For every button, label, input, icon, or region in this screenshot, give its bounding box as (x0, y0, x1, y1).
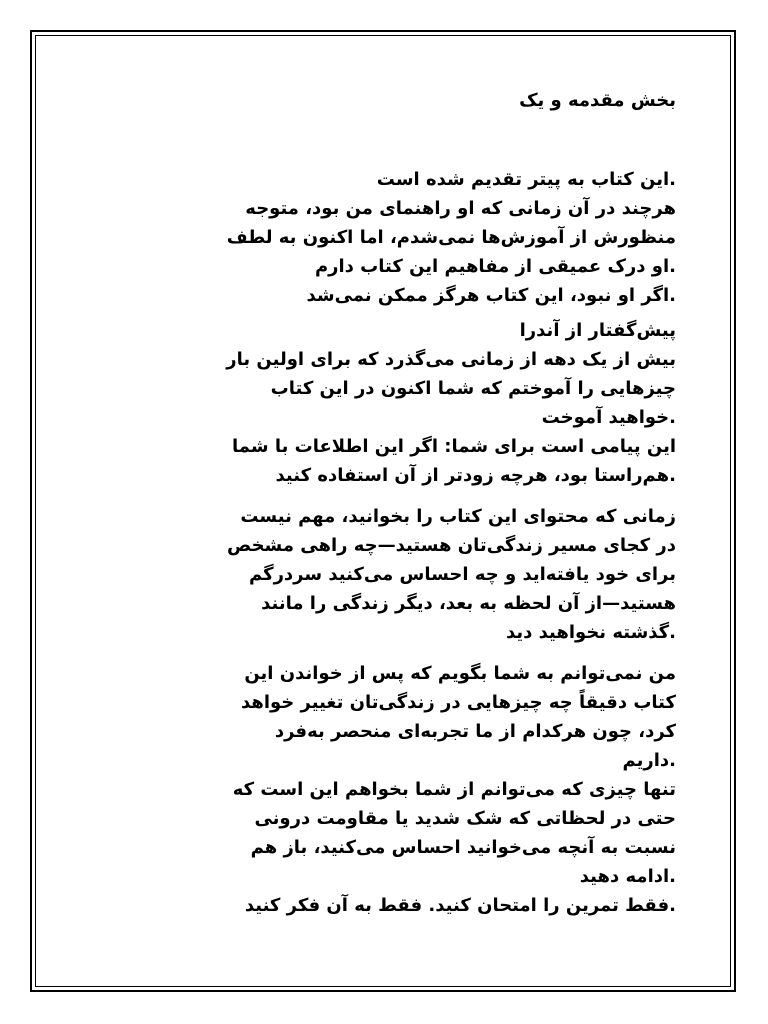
closing-line: .فقط تمرین را امتحان کنید. فقط به آن فکر کنید (244, 895, 676, 916)
paragraph-line: .هم‌راستا بود، هرچه زودتر از آن استفاده کنید (275, 465, 676, 486)
dedication-paragraph (90, 165, 676, 310)
paragraph-line: .گذشته نخواهید دید (505, 622, 676, 643)
paragraph-line: تنها چیزی که می‌توانم از شما بخواهم این است که (232, 779, 676, 800)
section-title: بخش مقدمه و یک (519, 90, 676, 111)
paragraph-line: حتی در لحظاتی که شک شدید یا مقاومت درونی (254, 808, 676, 829)
paragraph-line: این پیامی است برای شما: اگر این اطلاعات با شما (232, 436, 676, 457)
paragraph-line: بیش از یک دهه از زمانی می‌گذرد که برای اولین بار (226, 349, 676, 370)
foreword-paragraph-1 (90, 345, 676, 432)
dedication-line: .این کتاب به پیتر تقدیم شده است (376, 169, 676, 190)
paragraph-line: من نمی‌توانم به شما بگویم که پس از خواندن این (244, 663, 676, 684)
paragraph-line: کتاب دقیقاً چه چیزهایی در زندگی‌تان تغییر خواهد (240, 692, 676, 713)
dedication-line: .اگر او نبود، این کتاب هرگز ممکن نمی‌شد (306, 285, 676, 306)
paragraph-3 (90, 502, 676, 647)
dedication-line: منظورش از آموزش‌ها نمی‌شدم، اما اکنون به لطف (226, 227, 676, 248)
paragraph-5 (90, 775, 676, 891)
paragraph-4 (90, 659, 676, 775)
paragraph-line: .خواهید آموخت (541, 407, 676, 428)
foreword-title: پیش‌گفتار از آندرا (519, 320, 676, 341)
paragraph-line: هستید—از آن لحظه به بعد، دیگر زندگی را مانند (261, 593, 676, 614)
paragraph-line: .ادامه دهید (579, 866, 676, 887)
document-body (90, 86, 676, 920)
paragraph-line: زمانی که محتوای این کتاب را بخوانید، مهم نیست (240, 506, 676, 527)
dedication-line: هرچند در آن زمانی که او راهنمای من بود، متوجه (245, 198, 676, 219)
paragraph-line: نسبت به آنچه می‌خوانید احساس می‌کنید، باز هم (250, 837, 676, 858)
paragraph-line: در کجای مسیر زندگی‌تان هستید—چه راهی مشخص (227, 535, 676, 556)
paragraph-line: برای خود یافته‌اید و چه احساس می‌کنید سردرگم (248, 564, 676, 585)
paragraph-line: کرد، چون هرکدام از ما تجربه‌ای منحصر به‌فرد (274, 721, 676, 742)
paragraph-line: چیزهایی را آموختم که شما اکنون در این کتاب (270, 378, 676, 399)
paragraph-line: .داریم (622, 750, 676, 771)
foreword-paragraph-2 (90, 432, 676, 490)
dedication-line: .او درک عمیقی از مفاهیم این کتاب دارم (314, 256, 676, 277)
